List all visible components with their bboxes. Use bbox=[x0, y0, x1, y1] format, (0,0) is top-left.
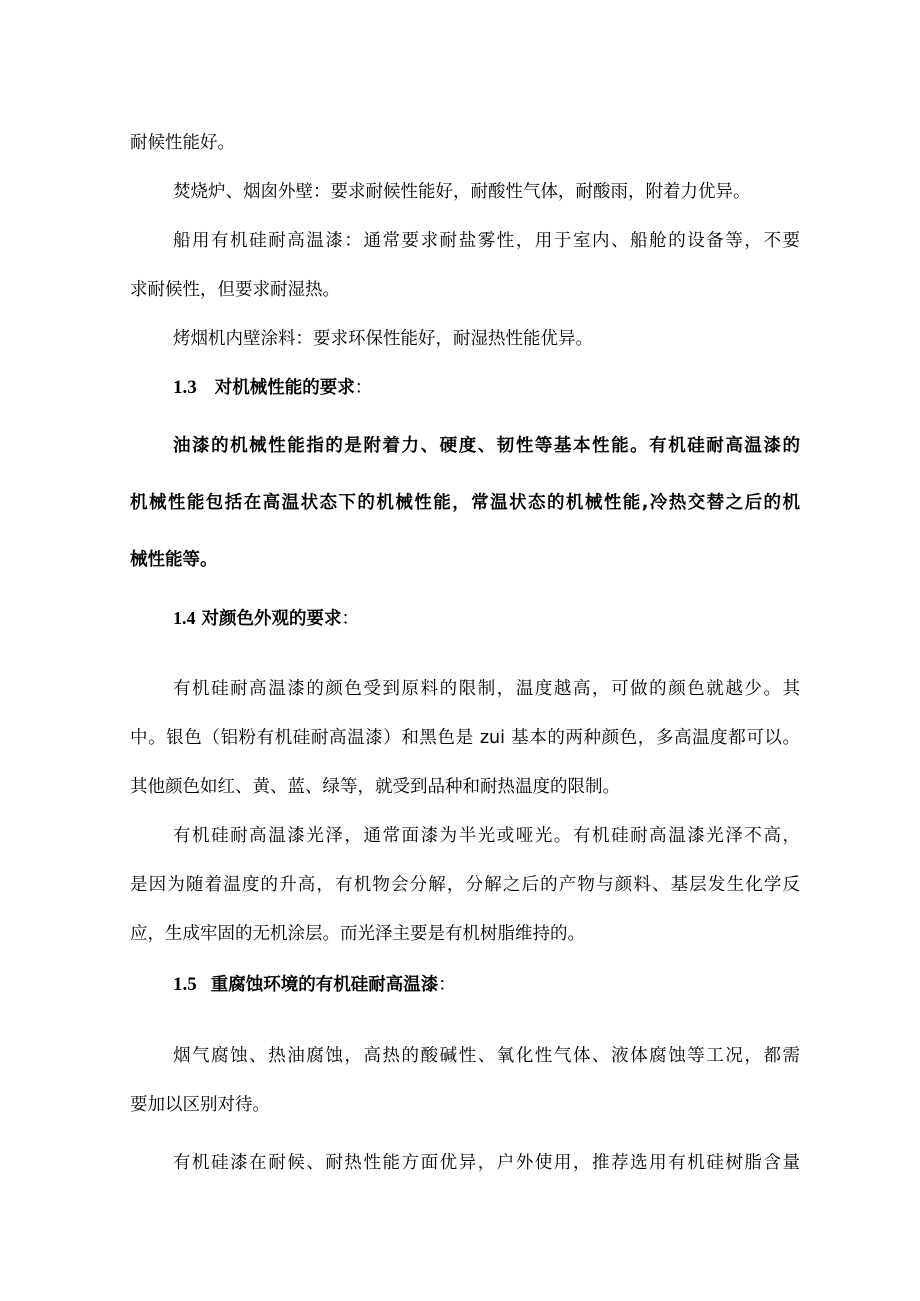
heading-number: 1.5 bbox=[173, 974, 197, 995]
text-line: 是因为随着温度的升高，有机物会分解，分解之后的产物与颜料、基层发生化学反 bbox=[130, 875, 800, 895]
text-line: 要加以区别对待。 bbox=[130, 1095, 270, 1115]
text-line: 械性能等。 bbox=[130, 550, 218, 570]
text-line: 耐候性能好。 bbox=[130, 133, 235, 153]
heading-colon: ： bbox=[354, 378, 373, 398]
heading-number: 1.3 bbox=[173, 377, 197, 398]
section-heading-1-4 bbox=[173, 606, 800, 631]
section-heading-1-5 bbox=[173, 973, 800, 997]
text-line: 应，生成牢固的无机涂层。而光泽主要是有机树脂维持的。 bbox=[130, 924, 585, 944]
heading-title: 对机械性能的要求 bbox=[214, 378, 355, 398]
text-line: 油漆的机械性能指的是附着力、硬度、韧性等基本性能。有机硅耐高温漆的 bbox=[173, 436, 800, 456]
text-line: 船用有机硅耐高温漆：通常要求耐盐雾性，用于室内、船舱的设备等，不要 bbox=[173, 231, 800, 251]
heading-colon: ： bbox=[438, 975, 456, 995]
section-heading-1-3 bbox=[173, 376, 800, 400]
text-line: 机械性能包括在高温状态下的机械性能，常温状态的机械性能,冷热交替之后的机 bbox=[130, 493, 800, 513]
text-line: 有机硅漆在耐候、耐热性能方面优异，户外使用，推荐选用有机硅树脂含量 bbox=[173, 1153, 800, 1173]
text-line: 求耐候性，但要求耐湿热。 bbox=[130, 280, 340, 300]
text-line: 其他颜色如红、黄、蓝、绿等，就受到品种和耐热温度的限制。 bbox=[130, 777, 620, 797]
heading-colon: ： bbox=[341, 609, 359, 629]
text-line: 中。银色（铝粉有机硅耐高温漆）和黑色是 zui 基本的两种颜色，多高温度都可以。 bbox=[130, 728, 800, 748]
heading-title: 对颜色外观的要求 bbox=[201, 609, 342, 629]
heading-title: 重腐蚀环境的有机硅耐高温漆 bbox=[210, 975, 439, 995]
text-line: 有机硅耐高温漆的颜色受到原料的限制，温度越高，可做的颜色就越少。其 bbox=[173, 679, 800, 699]
text-line: 烟气腐蚀、热油腐蚀，高热的酸碱性、氧化性气体、液体腐蚀等工况，都需 bbox=[173, 1046, 800, 1066]
heading-number: 1.4 bbox=[173, 608, 196, 628]
text-line: 有机硅耐高温漆光泽，通常面漆为半光或哑光。有机硅耐高温漆光泽不高， bbox=[173, 826, 800, 846]
text-line: 烤烟机内壁涂料：要求环保性能好，耐湿热性能优异。 bbox=[173, 329, 593, 349]
text-line: 焚烧炉、烟囱外壁：要求耐候性能好，耐酸性气体，耐酸雨，附着力优异。 bbox=[173, 182, 751, 202]
